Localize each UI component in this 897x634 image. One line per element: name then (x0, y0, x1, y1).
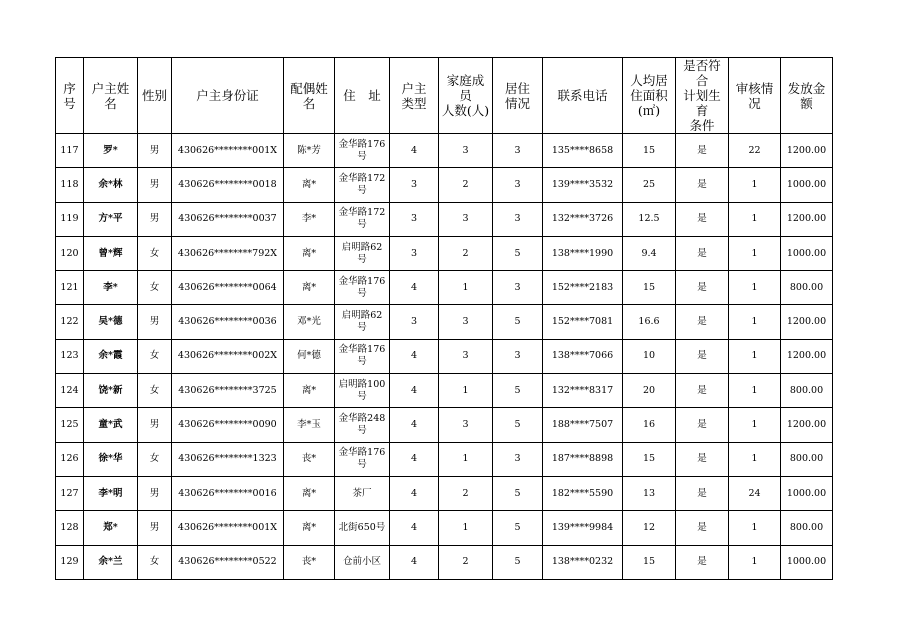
address-line: 号 (357, 184, 367, 196)
cell-housing: 3 (493, 442, 543, 476)
cell-members: 2 (439, 545, 493, 579)
cell-seq: 128 (56, 511, 84, 545)
cell-id: 430626********0090 (172, 408, 284, 442)
header-review: 审核情况 (729, 58, 781, 134)
cell-address (335, 408, 390, 442)
cell-type: 4 (390, 476, 439, 510)
cell-name: 郑* (84, 511, 138, 545)
cell-gender: 男 (138, 305, 172, 339)
cell-members: 1 (439, 271, 493, 305)
cell-members: 2 (439, 476, 493, 510)
cell-area: 13 (623, 476, 676, 510)
cell-housing: 3 (493, 134, 543, 168)
cell-seq: 118 (56, 168, 84, 202)
cell-spouse: 邓*光 (284, 305, 335, 339)
cell-type: 4 (390, 134, 439, 168)
cell-type: 4 (390, 511, 439, 545)
cell-plan: 是 (676, 442, 729, 476)
cell-area: 15 (623, 271, 676, 305)
header-name: 户主姓名 (84, 58, 138, 134)
cell-housing: 3 (493, 271, 543, 305)
cell-seq: 122 (56, 305, 84, 339)
address-line: 号 (357, 425, 367, 437)
cell-phone: 138****0232 (543, 545, 623, 579)
cell-review: 1 (729, 305, 781, 339)
cell-plan: 是 (676, 408, 729, 442)
table-row (56, 271, 833, 305)
cell-housing: 5 (493, 511, 543, 545)
cell-members: 1 (439, 442, 493, 476)
cell-amount: 800.00 (781, 442, 833, 476)
cell-review: 1 (729, 442, 781, 476)
cell-name: 饶*新 (84, 374, 138, 408)
cell-type: 4 (390, 271, 439, 305)
cell-address (335, 511, 390, 545)
table-row (56, 305, 833, 339)
cell-phone: 135****8658 (543, 134, 623, 168)
cell-amount: 1200.00 (781, 202, 833, 236)
cell-phone: 139****9984 (543, 511, 623, 545)
address-line: 号 (357, 459, 367, 471)
cell-housing: 5 (493, 408, 543, 442)
cell-gender: 女 (138, 545, 172, 579)
cell-name: 罗* (84, 134, 138, 168)
cell-amount: 1000.00 (781, 236, 833, 270)
cell-housing: 5 (493, 236, 543, 270)
cell-id: 430626********001X (172, 511, 284, 545)
cell-phone: 152****2183 (543, 271, 623, 305)
cell-address (335, 202, 390, 236)
cell-address (335, 545, 390, 579)
cell-id: 430626********0522 (172, 545, 284, 579)
cell-name: 余*兰 (84, 545, 138, 579)
address-line: 金华路172 (338, 207, 386, 219)
cell-address (335, 339, 390, 373)
cell-review: 1 (729, 511, 781, 545)
table-row (56, 511, 833, 545)
cell-spouse: 离* (284, 271, 335, 305)
cell-amount: 1000.00 (781, 168, 833, 202)
cell-housing: 5 (493, 476, 543, 510)
cell-area: 9.4 (623, 236, 676, 270)
cell-id: 430626********3725 (172, 374, 284, 408)
address-line: 号 (357, 287, 367, 299)
cell-amount: 1200.00 (781, 134, 833, 168)
cell-gender: 女 (138, 236, 172, 270)
cell-id: 430626********001X (172, 134, 284, 168)
cell-type: 4 (390, 408, 439, 442)
table-row (56, 442, 833, 476)
cell-members: 3 (439, 134, 493, 168)
address-line: 启明路100 (338, 378, 386, 390)
cell-spouse: 离* (284, 236, 335, 270)
cell-area: 16.6 (623, 305, 676, 339)
cell-id: 430626********0037 (172, 202, 284, 236)
cell-phone: 132****8317 (543, 374, 623, 408)
cell-phone: 138****1990 (543, 236, 623, 270)
subsidy-table (55, 57, 833, 580)
cell-id: 430626********792X (172, 236, 284, 270)
cell-spouse: 李* (284, 202, 335, 236)
cell-name: 吴*德 (84, 305, 138, 339)
cell-seq: 119 (56, 202, 84, 236)
cell-area: 15 (623, 545, 676, 579)
table-row (56, 374, 833, 408)
cell-housing: 5 (493, 545, 543, 579)
cell-id: 430626********0018 (172, 168, 284, 202)
cell-plan: 是 (676, 236, 729, 270)
cell-phone: 188****7507 (543, 408, 623, 442)
cell-review: 1 (729, 236, 781, 270)
address-line: 茶厂 (352, 487, 372, 499)
cell-seq: 124 (56, 374, 84, 408)
cell-type: 4 (390, 442, 439, 476)
cell-review: 22 (729, 134, 781, 168)
cell-housing: 5 (493, 374, 543, 408)
address-line: 启明路62号 (341, 241, 383, 265)
cell-review: 1 (729, 545, 781, 579)
cell-address (335, 476, 390, 510)
cell-phone: 139****3532 (543, 168, 623, 202)
cell-amount: 1200.00 (781, 408, 833, 442)
cell-seq: 117 (56, 134, 84, 168)
table-header (56, 58, 833, 134)
cell-area: 16 (623, 408, 676, 442)
cell-amount: 1200.00 (781, 305, 833, 339)
cell-housing: 3 (493, 168, 543, 202)
cell-seq: 120 (56, 236, 84, 270)
cell-name: 徐*华 (84, 442, 138, 476)
cell-members: 1 (439, 511, 493, 545)
cell-spouse: 李*玉 (284, 408, 335, 442)
cell-gender: 女 (138, 374, 172, 408)
header-area: 人均居 住面积 (㎡) (623, 58, 676, 134)
cell-type: 3 (390, 168, 439, 202)
cell-members: 1 (439, 374, 493, 408)
cell-name: 方*平 (84, 202, 138, 236)
cell-plan: 是 (676, 339, 729, 373)
cell-gender: 男 (138, 202, 172, 236)
cell-name: 童*武 (84, 408, 138, 442)
table-row (56, 339, 833, 373)
cell-seq: 121 (56, 271, 84, 305)
cell-housing: 3 (493, 202, 543, 236)
cell-amount: 1000.00 (781, 545, 833, 579)
cell-members: 3 (439, 339, 493, 373)
cell-area: 25 (623, 168, 676, 202)
cell-spouse: 离* (284, 168, 335, 202)
table-row (56, 134, 833, 168)
cell-review: 24 (729, 476, 781, 510)
cell-housing: 3 (493, 339, 543, 373)
address-line: 启明路62号 (341, 310, 383, 334)
address-line: 金华路176 (338, 138, 386, 150)
cell-gender: 女 (138, 442, 172, 476)
header-spouse: 配偶姓名 (284, 58, 335, 134)
header-seq: 序 号 (56, 58, 84, 134)
header-id: 户主身份证 (172, 58, 284, 134)
cell-area: 15 (623, 134, 676, 168)
cell-type: 4 (390, 374, 439, 408)
cell-amount: 800.00 (781, 271, 833, 305)
cell-name: 曾*辉 (84, 236, 138, 270)
cell-address (335, 305, 390, 339)
cell-id: 430626********0064 (172, 271, 284, 305)
cell-phone: 182****5590 (543, 476, 623, 510)
cell-spouse: 离* (284, 374, 335, 408)
cell-plan: 是 (676, 374, 729, 408)
header-gender: 性别 (138, 58, 172, 134)
table-row (56, 168, 833, 202)
cell-spouse: 陈*芳 (284, 134, 335, 168)
cell-spouse: 离* (284, 511, 335, 545)
cell-gender: 女 (138, 271, 172, 305)
cell-review: 1 (729, 339, 781, 373)
cell-name: 李* (84, 271, 138, 305)
cell-seq: 126 (56, 442, 84, 476)
cell-gender: 男 (138, 168, 172, 202)
cell-name: 余*霞 (84, 339, 138, 373)
cell-area: 20 (623, 374, 676, 408)
cell-area: 12.5 (623, 202, 676, 236)
cell-gender: 男 (138, 408, 172, 442)
table-row (56, 236, 833, 270)
cell-plan: 是 (676, 476, 729, 510)
cell-spouse: 丧* (284, 545, 335, 579)
address-line: 金华路176 (338, 275, 386, 287)
cell-plan: 是 (676, 511, 729, 545)
cell-seq: 123 (56, 339, 84, 373)
cell-area: 10 (623, 339, 676, 373)
cell-type: 3 (390, 236, 439, 270)
header-plan: 是否符合 计划生育 条件 (676, 58, 729, 134)
cell-seq: 129 (56, 545, 84, 579)
cell-housing: 5 (493, 305, 543, 339)
address-line: 金华路176 (338, 344, 386, 356)
cell-id: 430626********1323 (172, 442, 284, 476)
cell-members: 2 (439, 236, 493, 270)
table-row (56, 408, 833, 442)
cell-members: 3 (439, 305, 493, 339)
cell-amount: 800.00 (781, 374, 833, 408)
cell-phone: 138****7066 (543, 339, 623, 373)
address-line: 号 (357, 356, 367, 368)
cell-review: 1 (729, 202, 781, 236)
header-members: 家庭成员 人数(人) (439, 58, 493, 134)
address-line: 金华路176 (338, 447, 386, 459)
cell-address (335, 134, 390, 168)
cell-plan: 是 (676, 305, 729, 339)
cell-type: 4 (390, 545, 439, 579)
address-line: 北街650号 (338, 521, 386, 533)
cell-review: 1 (729, 408, 781, 442)
cell-address (335, 442, 390, 476)
cell-phone: 132****3726 (543, 202, 623, 236)
cell-id: 430626********0016 (172, 476, 284, 510)
table-row (56, 476, 833, 510)
cell-area: 12 (623, 511, 676, 545)
cell-plan: 是 (676, 271, 729, 305)
cell-area: 15 (623, 442, 676, 476)
table-row (56, 202, 833, 236)
cell-members: 3 (439, 202, 493, 236)
header-type: 户主 类型 (390, 58, 439, 134)
address-line: 仓前小区 (342, 556, 381, 568)
address-line: 号 (357, 390, 367, 402)
cell-type: 3 (390, 305, 439, 339)
cell-gender: 男 (138, 511, 172, 545)
cell-phone: 187****8898 (543, 442, 623, 476)
cell-address (335, 236, 390, 270)
cell-address (335, 271, 390, 305)
cell-id: 430626********0036 (172, 305, 284, 339)
cell-name: 李*明 (84, 476, 138, 510)
cell-id: 430626********002X (172, 339, 284, 373)
cell-plan: 是 (676, 545, 729, 579)
cell-amount: 1000.00 (781, 476, 833, 510)
cell-gender: 女 (138, 339, 172, 373)
cell-type: 3 (390, 202, 439, 236)
address-line: 号 (357, 219, 367, 231)
header-address: 住 址 (335, 58, 390, 134)
cell-review: 1 (729, 168, 781, 202)
cell-spouse: 何*德 (284, 339, 335, 373)
header-housing: 居住 情况 (493, 58, 543, 134)
header-amount: 发放金额 (781, 58, 833, 134)
address-line: 金华路172 (338, 172, 386, 184)
cell-review: 1 (729, 271, 781, 305)
header-phone: 联系电话 (543, 58, 623, 134)
cell-spouse: 离* (284, 476, 335, 510)
cell-members: 2 (439, 168, 493, 202)
address-line: 金华路248 (338, 413, 386, 425)
cell-gender: 男 (138, 476, 172, 510)
cell-plan: 是 (676, 168, 729, 202)
cell-gender: 男 (138, 134, 172, 168)
cell-name: 余*林 (84, 168, 138, 202)
address-line: 号 (357, 150, 367, 162)
cell-plan: 是 (676, 202, 729, 236)
cell-review: 1 (729, 374, 781, 408)
cell-seq: 125 (56, 408, 84, 442)
cell-plan: 是 (676, 134, 729, 168)
cell-spouse: 丧* (284, 442, 335, 476)
cell-amount: 1200.00 (781, 339, 833, 373)
cell-address (335, 374, 390, 408)
cell-type: 4 (390, 339, 439, 373)
cell-members: 3 (439, 408, 493, 442)
table-row (56, 545, 833, 579)
cell-amount: 800.00 (781, 511, 833, 545)
cell-phone: 152****7081 (543, 305, 623, 339)
header-row (56, 58, 833, 134)
cell-seq: 127 (56, 476, 84, 510)
table-body (56, 134, 833, 580)
cell-address (335, 168, 390, 202)
